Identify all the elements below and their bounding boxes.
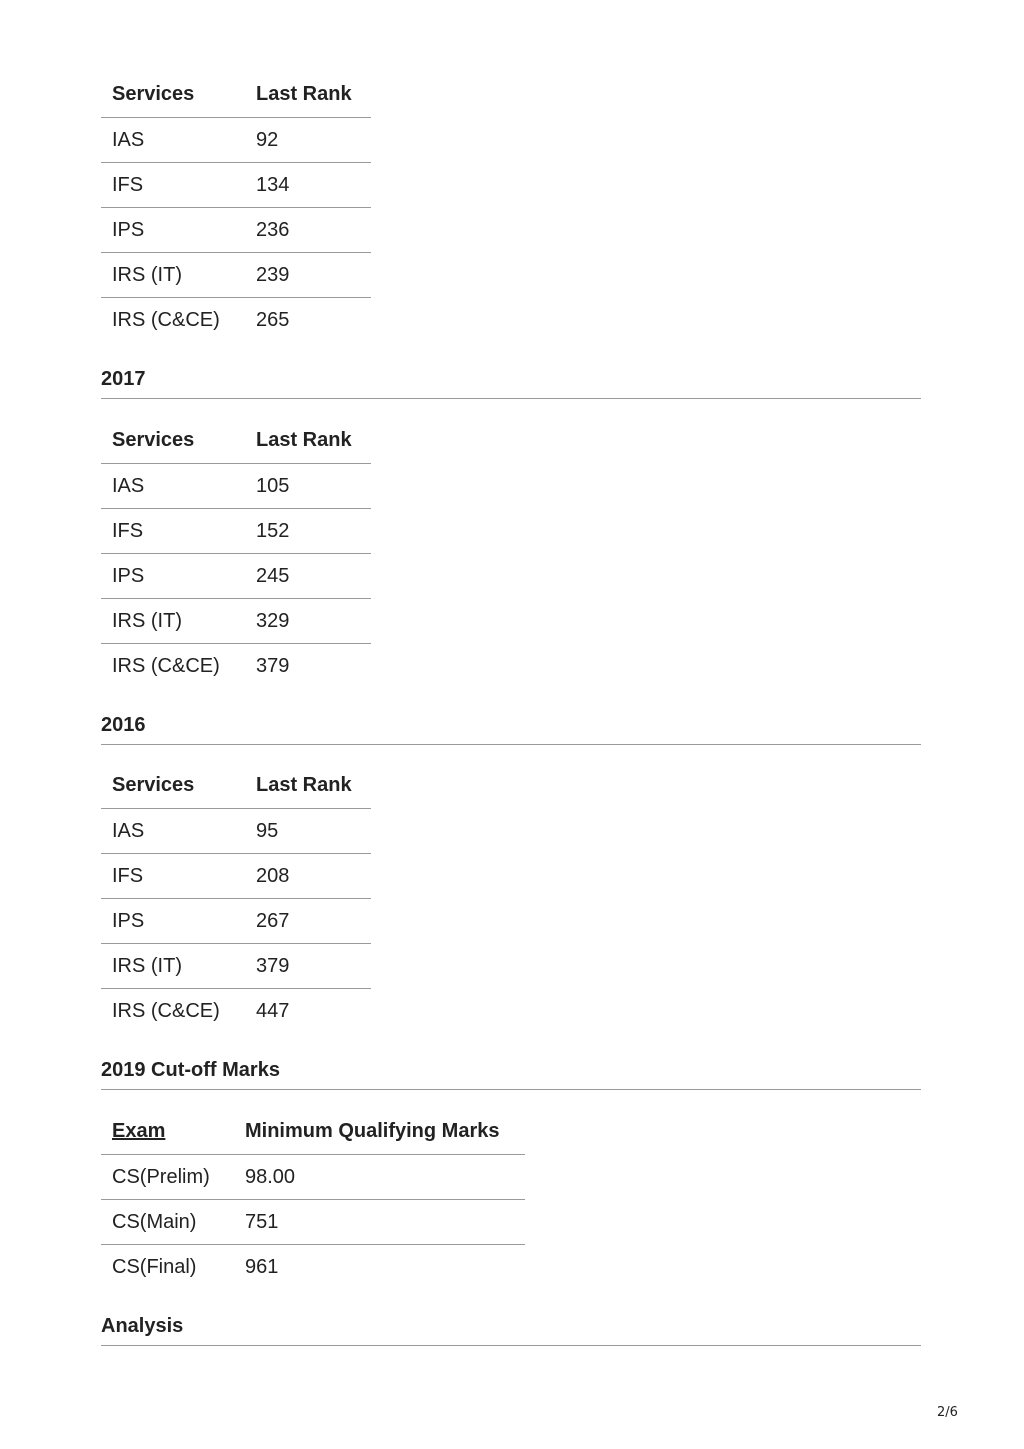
service-cell: IPS [101,208,245,253]
table-header-row [101,1109,525,1155]
table-row [101,899,371,944]
rank-cell: 265 [245,298,371,343]
table-header-row [101,418,371,464]
rank-cell: 379 [245,944,371,989]
column-header: Services [101,72,245,118]
service-cell: IRS (C&CE) [101,989,245,1034]
service-cell: IAS [112,819,145,842]
marks-cell: 961 [234,1245,525,1290]
exam-cell: CS(Main) [101,1200,234,1245]
table-row [101,118,371,163]
table-row [101,644,371,689]
marks-cell: 98.00 [245,1165,296,1188]
service-cell: IFS [101,163,245,208]
section-heading-cutoff-marks: 2019 Cut-off Marks [101,1058,921,1090]
table-row [101,854,371,899]
column-header: Last Rank [245,72,371,118]
table-header-row [101,72,371,118]
rank-cell: 134 [245,163,371,208]
table-row [101,1200,525,1245]
section-heading-analysis: Analysis [101,1314,921,1346]
exam-cell: CS(Prelim) [112,1165,210,1188]
service-cell: IPS [101,554,245,599]
table-row [101,464,371,509]
exam-cell: CS(Final) [101,1245,234,1290]
service-cell: IRS (IT) [101,944,245,989]
service-cell: IFS [101,509,245,554]
column-header: Services [101,763,245,809]
rank-cell: 92 [256,128,279,151]
rank-cell: 95 [256,819,279,842]
page-number: 2/6 [937,1405,958,1420]
rank-cell: 152 [245,509,371,554]
service-cell: IRS (IT) [101,253,245,298]
service-cell: IAS [112,474,145,497]
column-header: Last Rank [245,763,371,809]
rank-cell: 267 [245,899,371,944]
table-row [101,298,371,343]
exam-header-link[interactable]: Exam [112,1120,166,1142]
service-cell: IRS (C&CE) [101,298,245,343]
cutoff-marks-table [101,1109,525,1289]
table-header-row [101,763,371,809]
column-header [101,1109,234,1155]
table-row [101,1155,525,1200]
table-row [101,554,371,599]
rank-table-previous [101,72,371,342]
service-cell: IRS (IT) [101,599,245,644]
rank-cell: 329 [245,599,371,644]
table-row [101,163,371,208]
marks-cell: 751 [234,1200,525,1245]
service-cell: IFS [101,854,245,899]
table-row [101,599,371,644]
table-row [101,944,371,989]
rank-cell: 208 [245,854,371,899]
column-header: Minimum Qualifying Marks [234,1109,525,1155]
rank-cell: 236 [245,208,371,253]
table-row [101,809,371,854]
table-row [101,208,371,253]
table-row [101,1245,525,1290]
rank-cell: 239 [245,253,371,298]
service-cell: IAS [112,128,145,151]
rank-table-2017 [101,418,371,688]
table-row [101,989,371,1034]
service-cell: IPS [101,899,245,944]
rank-cell: 245 [245,554,371,599]
table-row [101,253,371,298]
rank-cell: 447 [245,989,371,1034]
rank-cell: 105 [256,474,290,497]
column-header: Last Rank [245,418,371,464]
column-header: Services [101,418,245,464]
service-cell: IRS (C&CE) [101,644,245,689]
rank-table-2016 [101,763,371,1033]
table-row [101,509,371,554]
rank-cell: 379 [245,644,371,689]
section-heading-2016: 2016 [101,713,921,745]
section-heading-2017: 2017 [101,367,921,399]
